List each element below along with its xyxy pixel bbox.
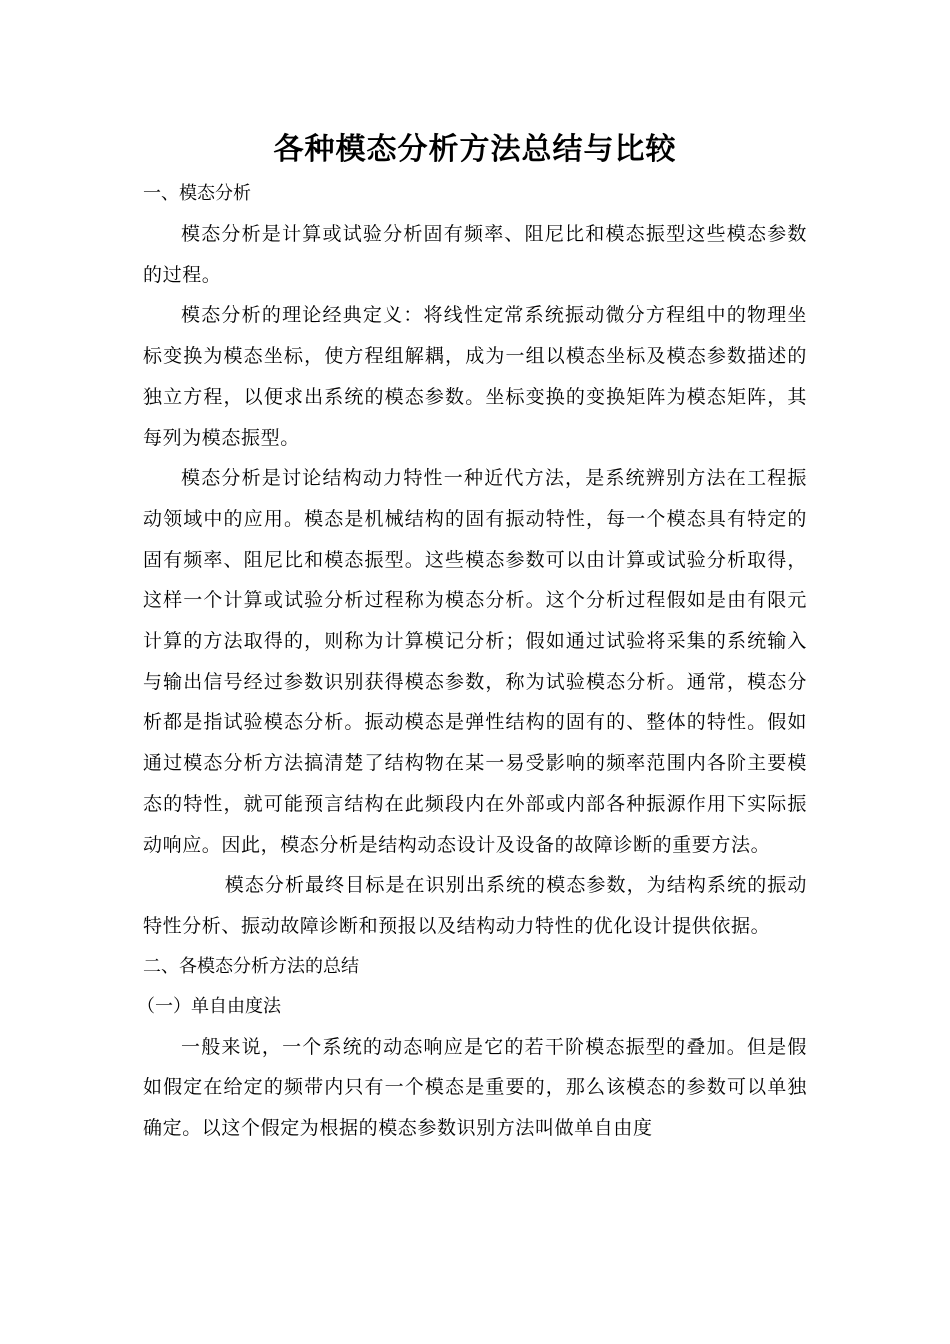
section-heading-methods-summary: 二、各模态分析方法的总结 (143, 955, 359, 977)
subsection-heading-sdof: （一）单自由度法 (137, 995, 281, 1017)
paragraph: 一般来说，一个系统的动态响应是它的若干阶模态振型的叠加。但是假如假定在给定的频带内只有一个模态是重要的，那么该模态的参数可以单独确定。以这个假定为根据的模态参数识别方法叫做单自由度 (143, 1035, 807, 1140)
document-page (137, 126, 807, 1149)
section-heading-modal-analysis: 一、模态分析 (143, 183, 251, 204)
paragraph: 模态分析是计算或试验分析固有频率、阻尼比和模态振型这些模态参数的过程。 (143, 223, 807, 286)
document-title: 各种模态分析方法总结与比较 (273, 132, 677, 167)
paragraph: 模态分析是讨论结构动力特性一种近代方法，是系统辨别方法在工程振动领域中的应用。模态是机械结构的固有振动特性，每一个模态具有特定的固有频率、阻尼比和模态振型。这些模态参数可以由计算或试验分析取得，这样一个计算或试验分析过程称为模态分析。这个分析过程假如是由有限元计算的方法取得的，则称为计算模记分析；假如通过试验将采集的系统输入与输出信号经过参数识别获得模态参数，称为试验模态分析。通常，模态分析都是指试验模态分析。振动模态是弹性结构的固有的、整体的特性。假如通过模态分析方法搞清楚了结构物在某一易受影响的频率范围内各阶主要模态的特性，就可能预言结构在此频段内在外部或内部各种振源作用下实际振动响应。因此，模态分析是结构动态设计及设备的故障诊断的重要方法。 (143, 467, 807, 856)
paragraph: 模态分析最终目标是在识别出系统的模态参数，为结构系统的振动特性分析、振动故障诊断和预报以及结构动力特性的优化设计提供依据。 (143, 874, 807, 937)
paragraph: 模态分析的理论经典定义：将线性定常系统振动微分方程组中的物理坐标变换为模态坐标，使方程组解耦，成为一组以模态坐标及模态参数描述的独立方程，以便求出系统的模态参数。坐标变换的变换矩阵为模态矩阵，其每列为模态振型。 (143, 304, 807, 449)
